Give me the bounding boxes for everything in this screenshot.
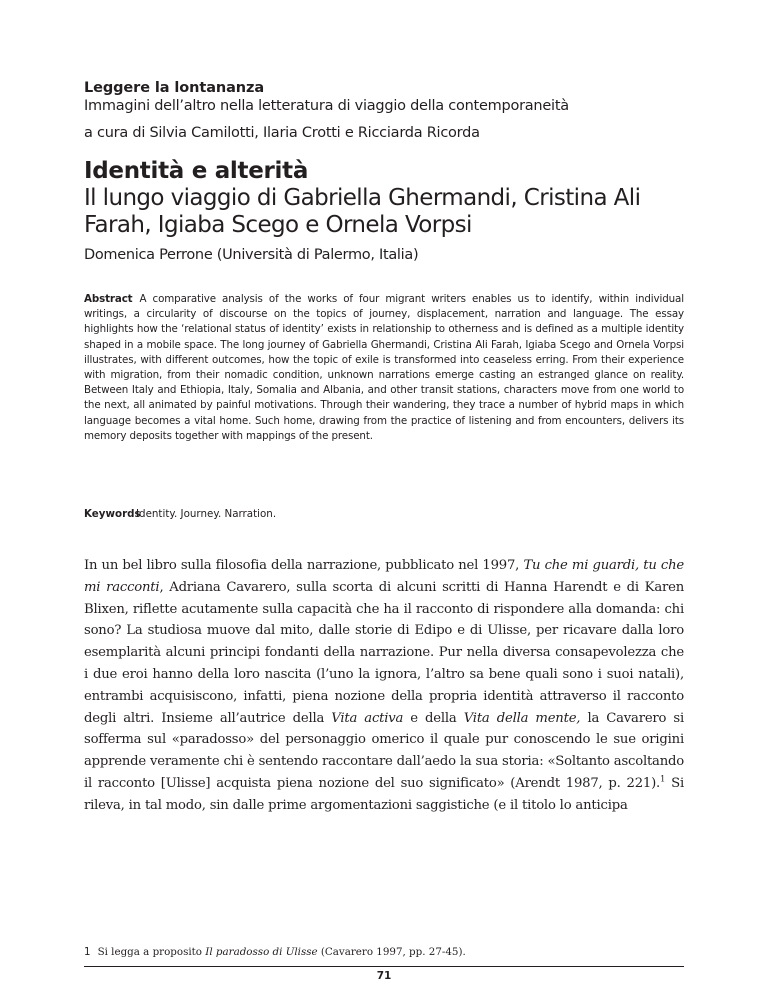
author-affiliation: Domenica Perrone (Università di Palermo, Italia): [84, 247, 419, 263]
body-paragraph: [84, 555, 684, 817]
body-book-title: Vita activa: [331, 710, 404, 726]
footnote-number: 1: [84, 946, 91, 958]
footer-rule: [84, 966, 684, 967]
chapter-title: Identità e alterità: [84, 158, 309, 184]
keywords: [84, 508, 276, 520]
page: [84, 0, 684, 994]
keywords-label: Keywords: [84, 508, 141, 520]
body-text-segment: e della: [403, 710, 464, 726]
chapter-subtitle: Il lungo viaggio di Gabriella Ghermandi, Cristina Ali Farah, Igiaba Scego e Ornela Vorpsi: [84, 185, 641, 238]
body-book-title: Vita della mente,: [463, 710, 581, 726]
body-text-segment: , Adriana Cavarero, sulla scorta di alcuni scritti di Hanna Harendt e di Karen Blixen, riflette acutamente sulla capacità che ha il racconto di rispondere alla domanda: chi sono? La studiosa muove dal mito, dalle storie di Edipo e di Ulisse, per ricavare dalla loro esemplarità alcuni principi fondanti della narrazione. Pur nella diversa consapevolezza che i due eroi hanno della loro nascita (l’uno la ignora, l’altro sa bene quali sono i suoi natali), entrambi acquisiscono, infatti, piena nozione della propria identità attraverso il racconto degli altri. Insieme all’autrice della: [84, 579, 684, 726]
footnote-reference[interactable]: 1: [660, 774, 666, 785]
footnote-book-title: Il paradosso di Ulisse: [205, 946, 318, 958]
body-text-segment: la Cavarero si sofferma sul «paradosso» del personaggio omerico il quale pur conoscendo le sue origini apprende veramente chi è sentendo raccontare dall’aedo la sua storia: «Soltanto ascoltando il racconto [Ulisse] acquista piena nozione del suo significato» (Arendt 1987, p. 221).: [84, 710, 684, 791]
footnote-text: Si legga a proposito: [97, 946, 206, 958]
abstract-label: Abstract: [84, 293, 133, 305]
book-subtitle: Immagini dell’altro nella letteratura di viaggio della contemporaneità: [84, 98, 569, 114]
body-text-segment: Si rileva, in tal modo, sin dalle prime argomentazioni saggistiche (e il titolo lo anticipa: [84, 775, 684, 813]
body-book-title: Tu che mi guardi, tu che mi racconti: [84, 558, 684, 595]
footnote: [84, 946, 684, 958]
abstract: [84, 292, 684, 444]
page-number: 71: [376, 970, 392, 982]
keywords-text: Identity. Journey. Narration.: [136, 508, 277, 520]
body-text-segment: In un bel libro sulla filosofia della narrazione, pubblicato nel 1997,: [84, 558, 524, 573]
book-editors: a cura di Silvia Camilotti, Ilaria Crotti e Ricciarda Ricorda: [84, 125, 480, 141]
abstract-text: A comparative analysis of the works of four migrant writers enables us to identify, within individual writings, a circularity of discourse on the topics of journey, displacement, narration and language. The essay highlights how the ‘relational status of identity’ exists in relationship to otherness and is defined as a multiple identity shaped in a mobile space. The long journey of Gabriella Ghermandi, Cristina Ali Farah, Igiaba Scego and Ornela Vorpsi illustrates, with different outcomes, how the topic of exile is transformed into ceaseless erring. From their experience with migration, from their nomadic condition, unknown narrations emerge casting an estranged glance on reality. Between Italy and Ethiopia, Italy, Somalia and Albania, and other transit stations, characters move from one world to the next, all animated by painful motivations. Through their wandering, they trace a number of hybrid maps in which language becomes a vital home. Such home, drawing from the practice of listening and from encounters, delivers its memory deposits together with mappings of the present.: [84, 293, 684, 442]
footnote-text: (Cavarero 1997, pp. 27-45).: [317, 946, 466, 958]
book-series-title: Leggere la lontananza: [84, 80, 265, 96]
